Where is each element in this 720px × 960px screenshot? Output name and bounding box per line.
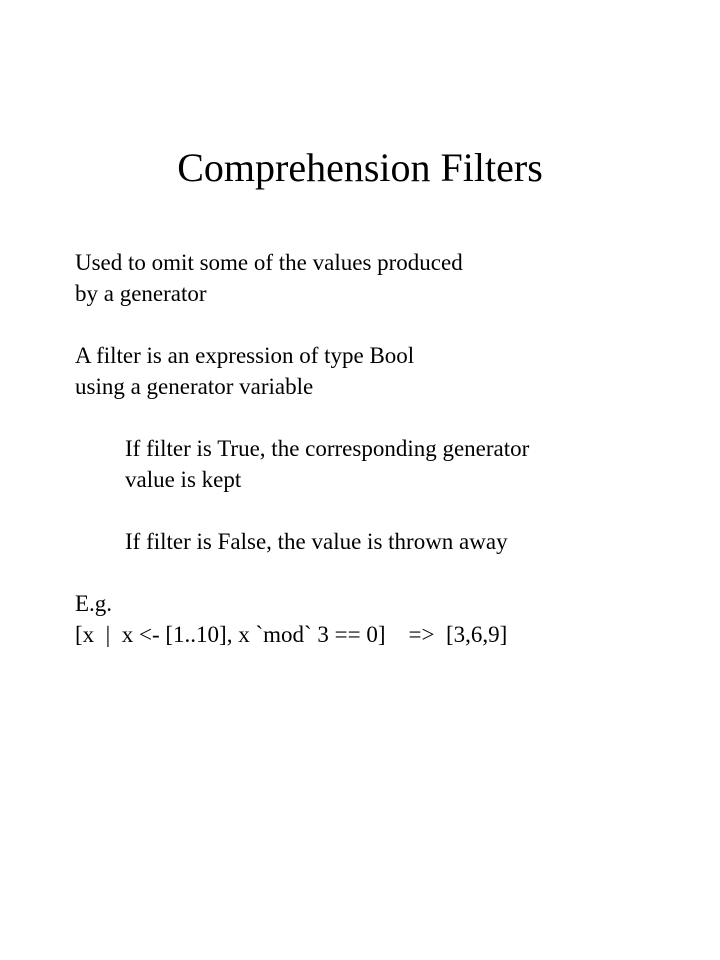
intro-line-2: by a generator xyxy=(75,281,207,306)
intro-line-1: Used to omit some of the values produced xyxy=(75,250,463,275)
example-label: E.g. xyxy=(75,591,113,616)
true-case-line-2: value is kept xyxy=(125,467,242,492)
definition-line-1: A filter is an expression of type Bool xyxy=(75,343,415,368)
spacer xyxy=(75,402,695,433)
slide-title: Comprehension Filters xyxy=(177,145,543,190)
spacer xyxy=(75,309,695,340)
example-code: [x | x <- [1..10], x `mod` 3 == 0] => [3,6,9] xyxy=(75,622,508,647)
spacer xyxy=(75,557,695,588)
spacer xyxy=(75,495,695,526)
definition-line-2: using a generator variable xyxy=(75,374,314,399)
false-case-line-1: If filter is False, the value is thrown away xyxy=(125,529,508,554)
slide-body xyxy=(75,247,695,650)
true-case-line-1: If filter is True, the corresponding generator xyxy=(125,436,530,461)
